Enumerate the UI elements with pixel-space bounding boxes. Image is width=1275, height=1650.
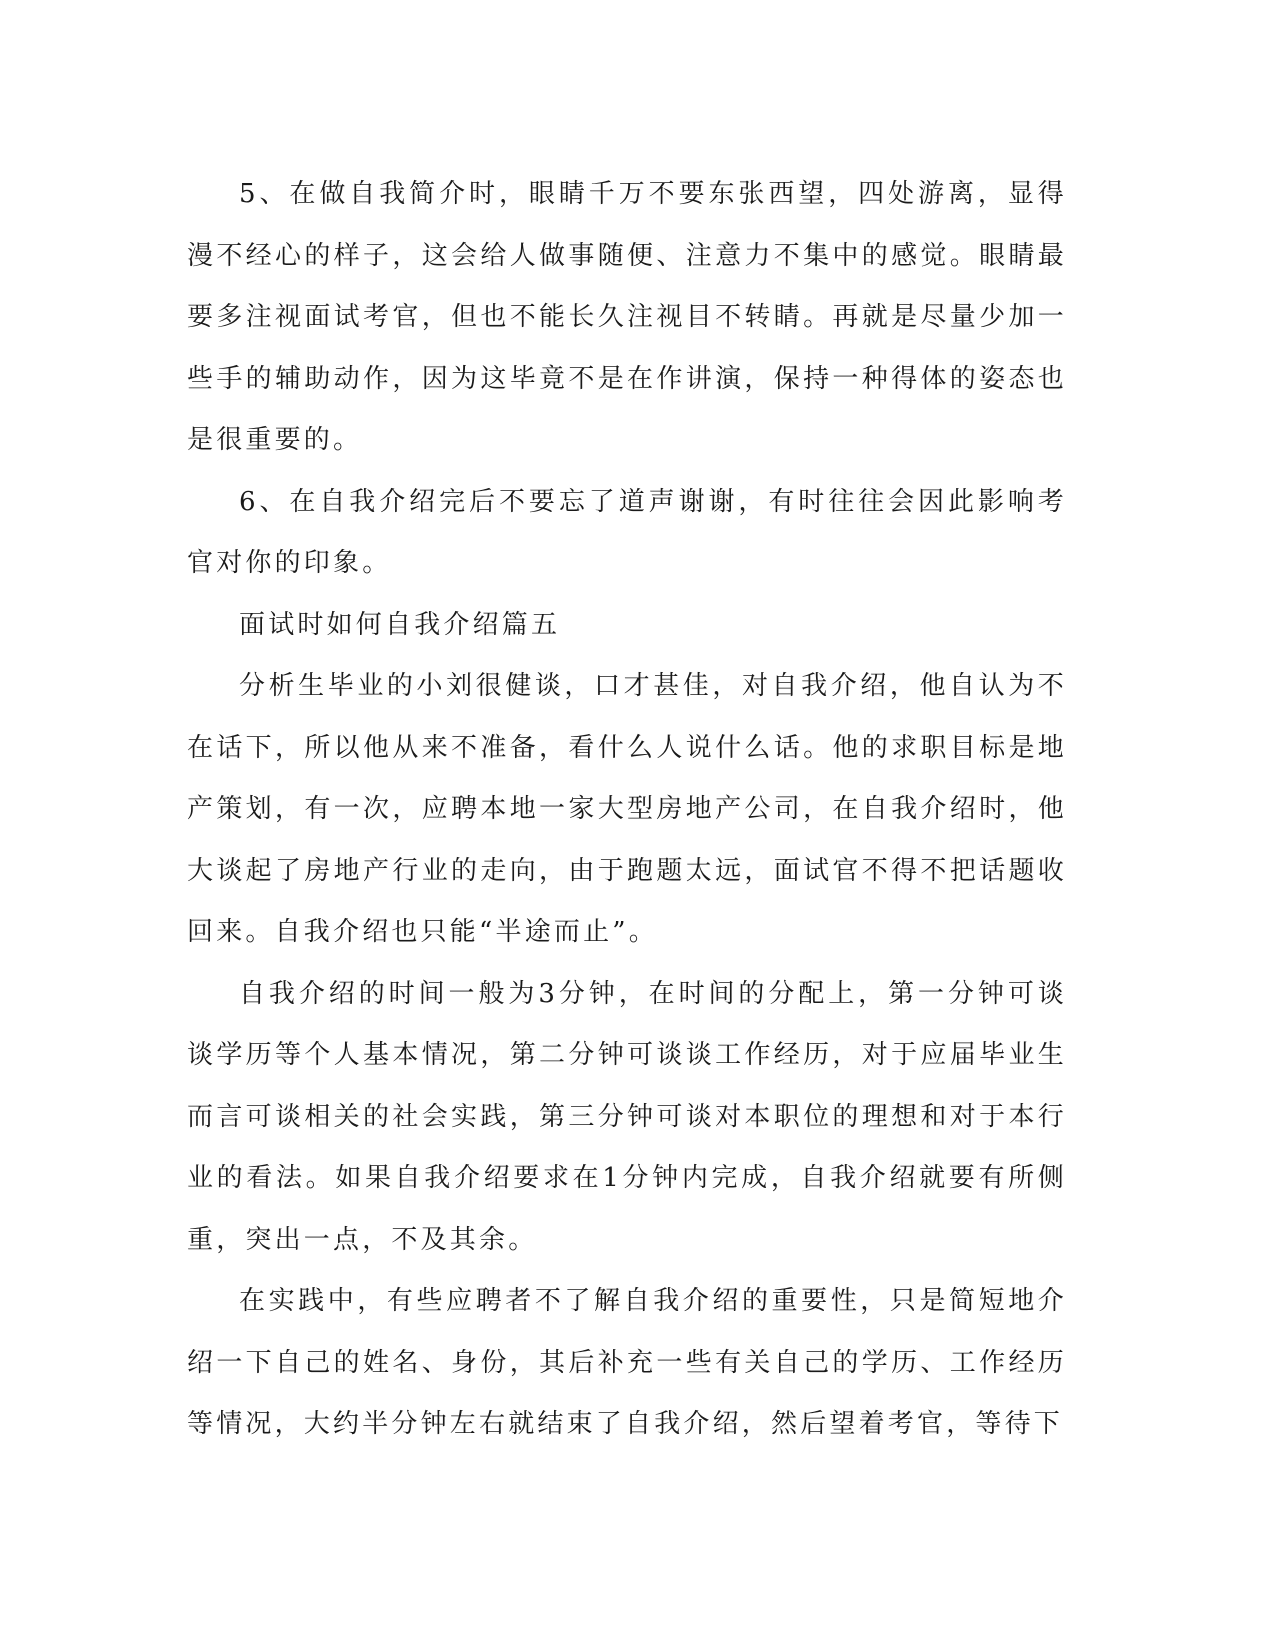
document-body: [187, 164, 1067, 1456]
section-heading: 面试时如何自我介绍篇五: [239, 609, 561, 640]
paragraph-tip-5: 5、在做自我简介时，眼睛千万不要东张西望，四处游离，显得漫不经心的样子，这会给人做事随便、注意力不集中的感觉。眼睛最要多注视面试考官，但也不能长久注视目不转睛。再就是尽量少加一些手的辅助动作，因为这毕竟不是在作讲演，保持一种得体的姿态也是很重要的。: [187, 179, 1067, 455]
paragraph-case-story: 分析生毕业的小刘很健谈，口才甚佳，对自我介绍，他自认为不在话下，所以他从来不准备，看什么人说什么话。他的求职目标是地产策划，有一次，应聘本地一家大型房地产公司，在自我介绍时，他大谈起了房地产行业的走向，由于跑题太远，面试官不得不把话题收回来。自我介绍也只能“半途而止”。: [187, 671, 1067, 947]
paragraph-practice: 在实践中，有些应聘者不了解自我介绍的重要性，只是简短地介绍一下自己的姓名、身份，其后补充一些有关自己的学历、工作经历等情况，大约半分钟左右就结束了自我介绍，然后望着考官，等待下: [187, 1286, 1067, 1439]
paragraph-tip-6: 6、在自我介绍完后不要忘了道声谢谢，有时往往会因此影响考官对你的印象。: [187, 486, 1067, 578]
paragraph-time-allocation: 自我介绍的时间一般为3分钟，在时间的分配上，第一分钟可谈谈学历等个人基本情况，第二分钟可谈谈工作经历，对于应届毕业生而言可谈相关的社会实践，第三分钟可谈对本职位的理想和对于本行业的看法。如果自我介绍要求在1分钟内完成，自我介绍就要有所侧重，突出一点，不及其余。: [187, 978, 1067, 1255]
